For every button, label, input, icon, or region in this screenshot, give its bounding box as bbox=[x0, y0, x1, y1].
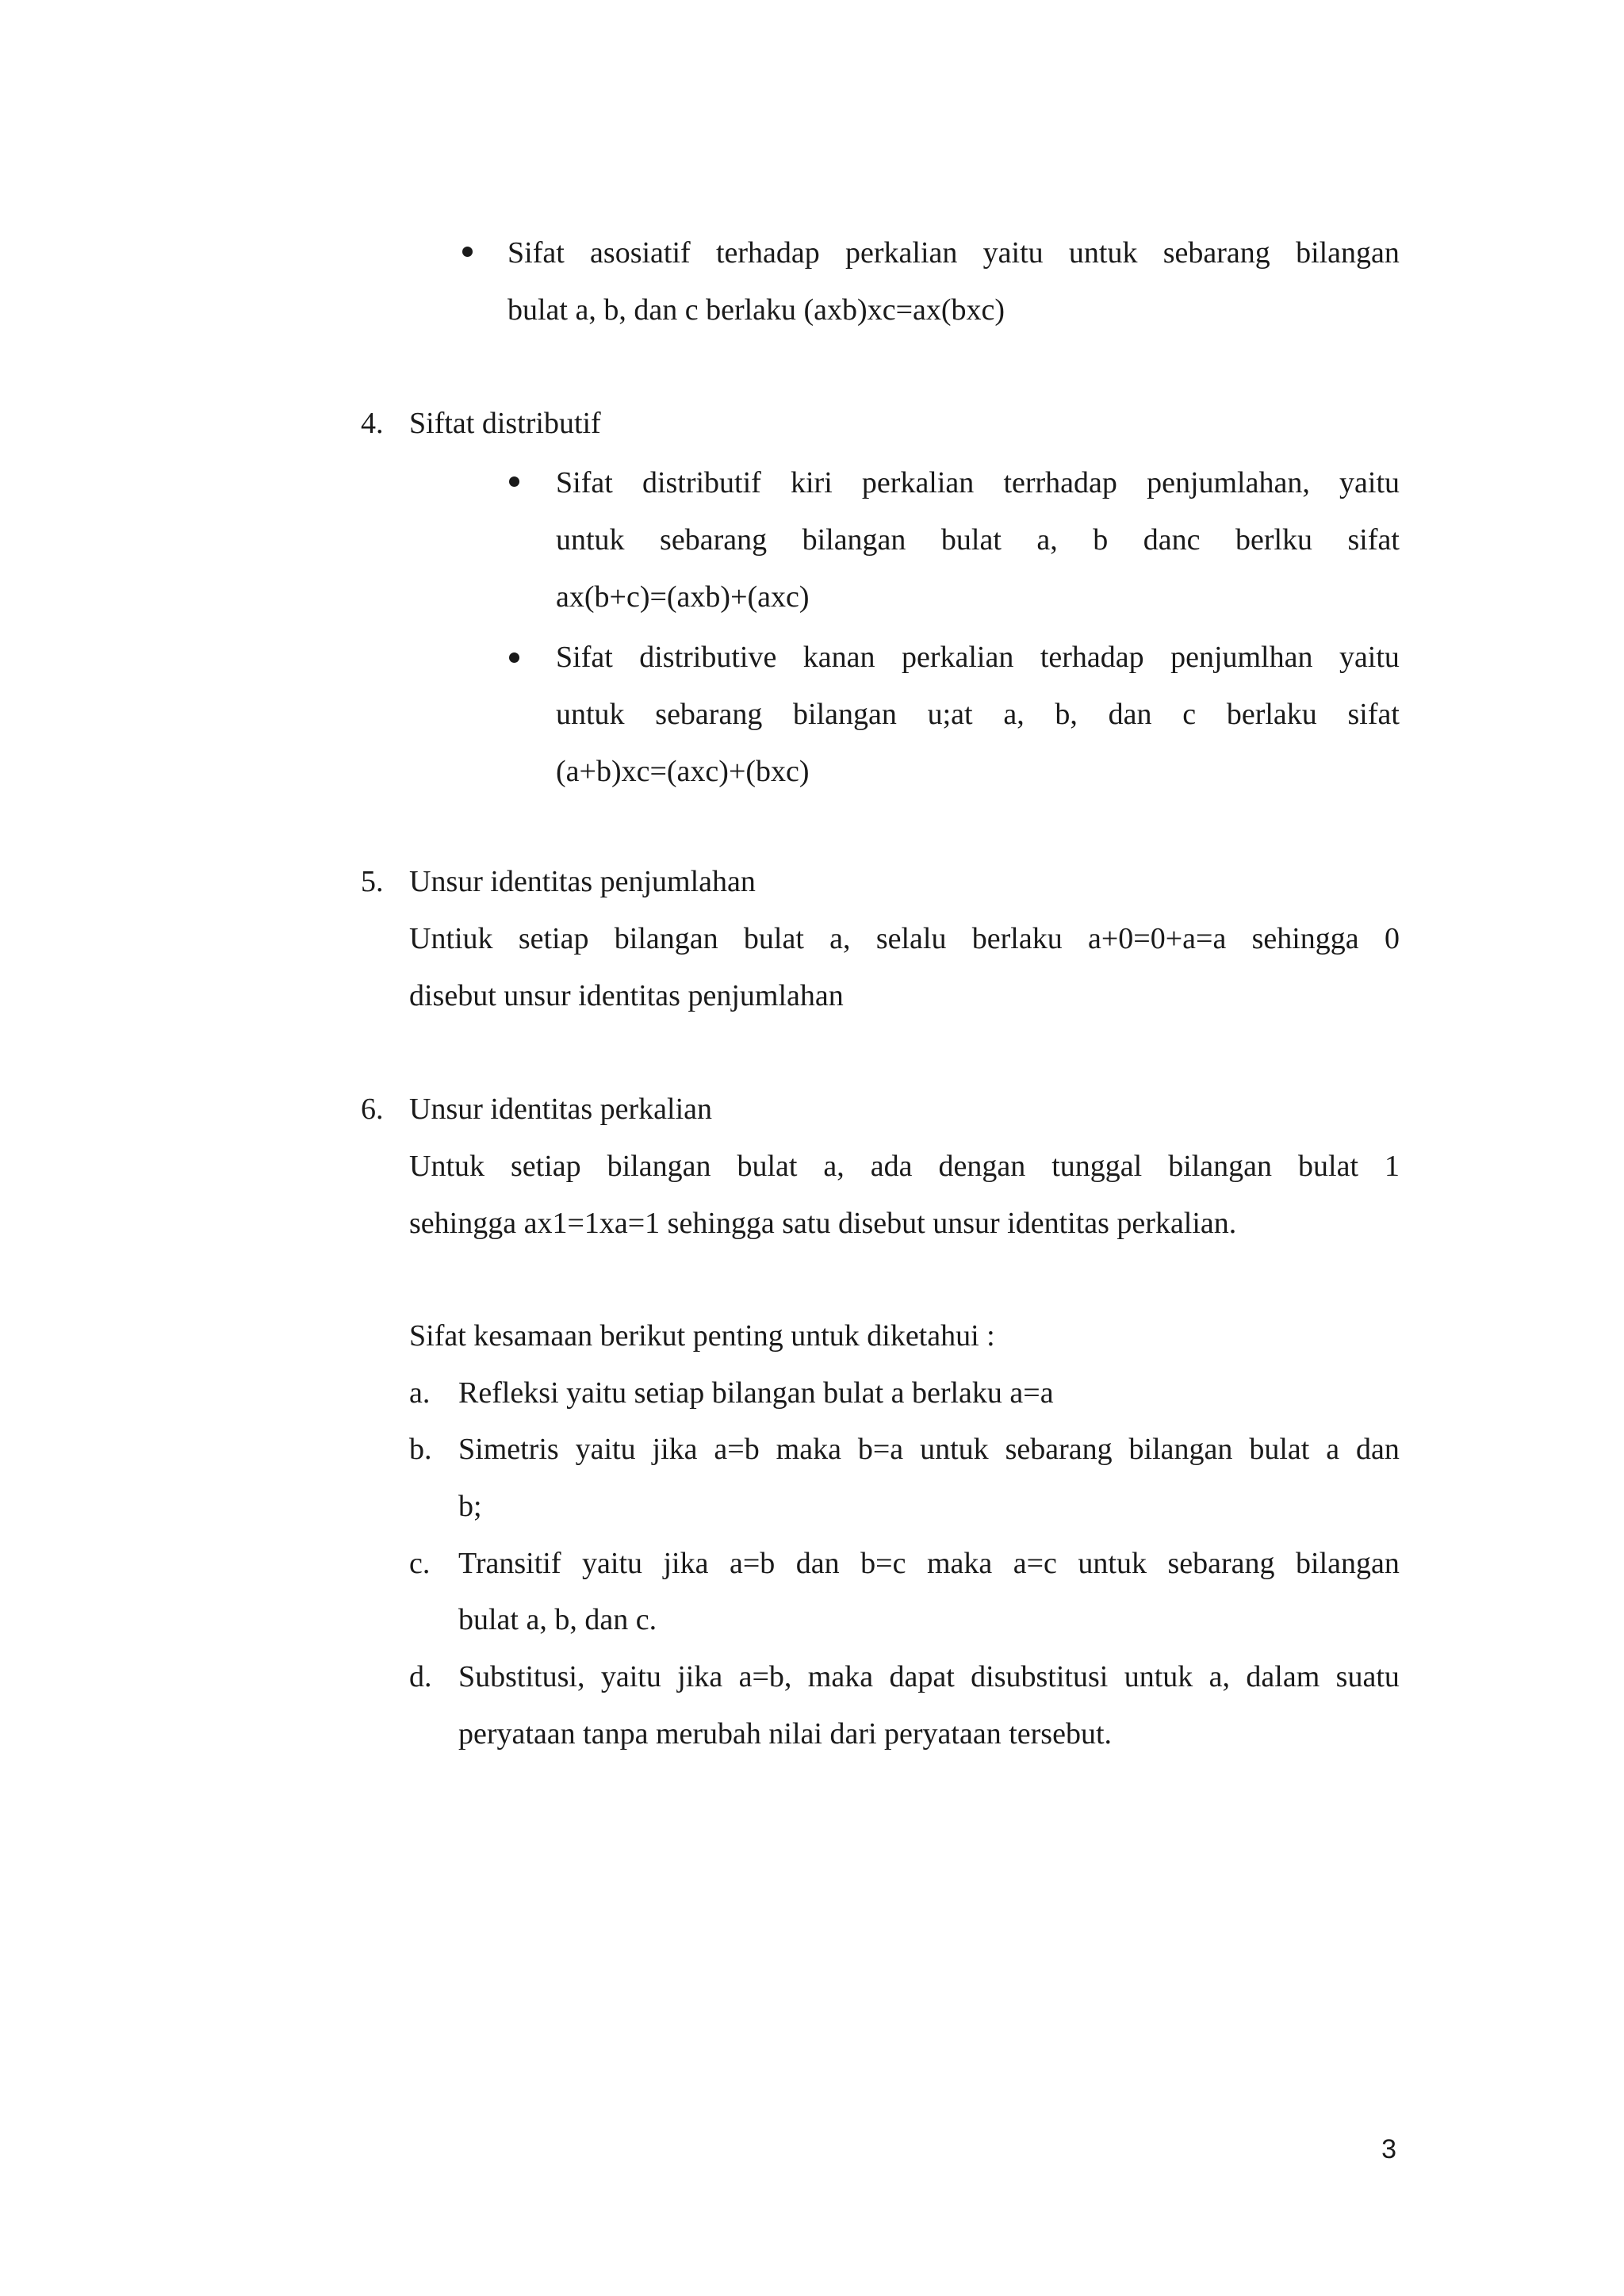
item-4-number: 4. bbox=[361, 407, 384, 440]
word: dalam bbox=[1246, 1660, 1320, 1693]
word: yaitu bbox=[575, 1433, 636, 1466]
word: untuk bbox=[1068, 236, 1138, 270]
word: untuk bbox=[556, 698, 625, 731]
word: Untiuk bbox=[409, 922, 493, 955]
item-6-line-2: sehingga ax1=1xa=1 sehingga satu disebut unsur identitas perkalian. bbox=[409, 1207, 1237, 1240]
word: maka bbox=[776, 1433, 841, 1466]
word: sebarang bbox=[1005, 1433, 1113, 1466]
equality-d-line-1 bbox=[458, 1662, 1400, 1692]
equality-c-label: c. bbox=[409, 1547, 431, 1580]
word: untuk bbox=[1078, 1547, 1147, 1580]
word: jika bbox=[663, 1547, 709, 1580]
equality-c-line-1 bbox=[458, 1548, 1400, 1578]
equality-b-line-2: b; bbox=[458, 1490, 482, 1523]
word: ada bbox=[870, 1150, 913, 1183]
word: danc bbox=[1143, 523, 1201, 557]
distributive-left-line-2 bbox=[556, 525, 1400, 555]
item-5-title: Unsur identitas penjumlahan bbox=[409, 865, 756, 898]
word: yaitu bbox=[982, 236, 1044, 270]
word: dengan bbox=[938, 1150, 1026, 1183]
word: bilangan bbox=[614, 922, 718, 955]
word: sifat bbox=[1347, 698, 1400, 731]
word: perkalian bbox=[845, 236, 958, 270]
word: jika bbox=[652, 1433, 698, 1466]
word: perkalian bbox=[901, 641, 1014, 674]
word: a=b, bbox=[738, 1660, 792, 1693]
word: sifat bbox=[1347, 523, 1400, 557]
word: terhadap bbox=[1040, 641, 1144, 674]
word: disubstitusi bbox=[971, 1660, 1109, 1693]
word: 0 bbox=[1384, 922, 1400, 955]
word: a=b bbox=[729, 1547, 776, 1580]
word: bilangan bbox=[802, 523, 906, 557]
word: b=c bbox=[860, 1547, 906, 1580]
word: berlaku bbox=[971, 922, 1063, 955]
word: untuk bbox=[920, 1433, 989, 1466]
word: dan bbox=[795, 1547, 840, 1580]
word: yaitu bbox=[1339, 641, 1400, 674]
word: sehingga bbox=[1251, 922, 1359, 955]
word: suatu bbox=[1335, 1660, 1400, 1693]
word: distributif bbox=[642, 466, 761, 499]
equality-d-label: d. bbox=[409, 1660, 432, 1693]
word: bilangan bbox=[1168, 1150, 1273, 1183]
word: selalu bbox=[875, 922, 947, 955]
word: Sifat bbox=[508, 236, 565, 270]
bullet-dot bbox=[462, 247, 473, 257]
word: Substitusi, bbox=[458, 1660, 585, 1693]
equality-a-label: a. bbox=[409, 1376, 431, 1410]
word: berlku bbox=[1235, 523, 1313, 557]
word: bulat bbox=[940, 523, 1002, 557]
word: jika bbox=[677, 1660, 723, 1693]
word: kanan bbox=[802, 641, 875, 674]
word: penjumlahan, bbox=[1147, 466, 1310, 499]
word: a, bbox=[1036, 523, 1058, 557]
item-6-title: Unsur identitas perkalian bbox=[409, 1093, 713, 1126]
word: perkalian bbox=[861, 466, 975, 499]
associative-line-1 bbox=[508, 238, 1400, 268]
word: Transitif bbox=[458, 1547, 561, 1580]
word: a=b bbox=[714, 1433, 760, 1466]
word: dan bbox=[1356, 1433, 1400, 1466]
word: bilangan bbox=[1296, 1547, 1400, 1580]
equality-a-line-1: Refleksi yaitu setiap bilangan bulat a berlaku a=a bbox=[458, 1376, 1054, 1410]
associative-line-2: bulat a, b, dan c berlaku (axb)xc=ax(bxc) bbox=[508, 293, 1005, 327]
word: b, bbox=[1055, 698, 1078, 731]
word: bilangan bbox=[607, 1150, 711, 1183]
word: yaitu bbox=[600, 1660, 661, 1693]
equality-b-line-1 bbox=[458, 1434, 1400, 1464]
word: b bbox=[1093, 523, 1109, 557]
item-6-number: 6. bbox=[361, 1093, 384, 1126]
word: terrhadap bbox=[1003, 466, 1117, 499]
word: sebarang bbox=[1162, 236, 1270, 270]
word: b=a bbox=[857, 1433, 904, 1466]
equality-c-line-2: bulat a, b, dan c. bbox=[458, 1603, 657, 1636]
word: untuk bbox=[556, 523, 625, 557]
word: Untuk bbox=[409, 1150, 485, 1183]
equality-intro: Sifat kesamaan berikut penting untuk diketahui : bbox=[409, 1319, 995, 1353]
word: bulat bbox=[737, 1150, 798, 1183]
item-4-title: Siftat distributif bbox=[409, 407, 601, 440]
word: a, bbox=[829, 922, 851, 955]
word: sebarang bbox=[655, 698, 763, 731]
word: u;at bbox=[927, 698, 973, 731]
word: tunggal bbox=[1051, 1150, 1143, 1183]
word: bilangan bbox=[793, 698, 897, 731]
distributive-left-line-3: ax(b+c)=(axb)+(axc) bbox=[556, 580, 810, 614]
word: Sifat bbox=[556, 466, 613, 499]
word: bulat bbox=[1249, 1433, 1310, 1466]
word: bulat bbox=[743, 922, 804, 955]
word: terhadap bbox=[715, 236, 820, 270]
bullet-dot bbox=[509, 652, 519, 663]
word: Sifat bbox=[556, 641, 613, 674]
distributive-right-line-1 bbox=[556, 642, 1400, 672]
word: 1 bbox=[1385, 1150, 1400, 1183]
word: sebarang bbox=[1167, 1547, 1275, 1580]
word: a bbox=[1326, 1433, 1340, 1466]
page-number: 3 bbox=[1381, 2134, 1396, 2164]
word: c bbox=[1182, 698, 1197, 731]
bullet-dot bbox=[509, 476, 519, 487]
distributive-right-line-2 bbox=[556, 699, 1400, 729]
item-5-line-2: disebut unsur identitas penjumlahan bbox=[409, 979, 844, 1012]
word: setiap bbox=[518, 922, 589, 955]
equality-b-label: b. bbox=[409, 1433, 432, 1466]
word: asosiatif bbox=[590, 236, 691, 270]
word: penjumlhan bbox=[1170, 641, 1313, 674]
word: untuk bbox=[1124, 1660, 1193, 1693]
word: Simetris bbox=[458, 1433, 559, 1466]
word: a, bbox=[1208, 1660, 1231, 1693]
item-5-number: 5. bbox=[361, 865, 384, 898]
distributive-right-line-3: (a+b)xc=(axc)+(bxc) bbox=[556, 755, 810, 788]
word: a, bbox=[823, 1150, 845, 1183]
word: a, bbox=[1003, 698, 1025, 731]
word: bulat bbox=[1298, 1150, 1359, 1183]
word: bilangan bbox=[1128, 1433, 1233, 1466]
word: dan bbox=[1108, 698, 1152, 731]
word: maka bbox=[807, 1660, 874, 1693]
word: dapat bbox=[889, 1660, 955, 1693]
word: berlaku bbox=[1226, 698, 1317, 731]
word: a+0=0+a=a bbox=[1087, 922, 1227, 955]
item-5-line-1 bbox=[409, 924, 1400, 954]
word: setiap bbox=[510, 1150, 581, 1183]
equality-d-line-2: peryataan tanpa merubah nilai dari peryataan tersebut. bbox=[458, 1717, 1112, 1751]
item-6-line-1 bbox=[409, 1151, 1400, 1181]
word: kiri bbox=[790, 466, 833, 499]
word: maka bbox=[926, 1547, 993, 1580]
distributive-left-line-1 bbox=[556, 468, 1400, 498]
word: yaitu bbox=[582, 1547, 642, 1580]
word: a=c bbox=[1013, 1547, 1057, 1580]
word: yaitu bbox=[1339, 466, 1400, 499]
word: distributive bbox=[639, 641, 777, 674]
word: sebarang bbox=[660, 523, 768, 557]
word: bilangan bbox=[1296, 236, 1400, 270]
